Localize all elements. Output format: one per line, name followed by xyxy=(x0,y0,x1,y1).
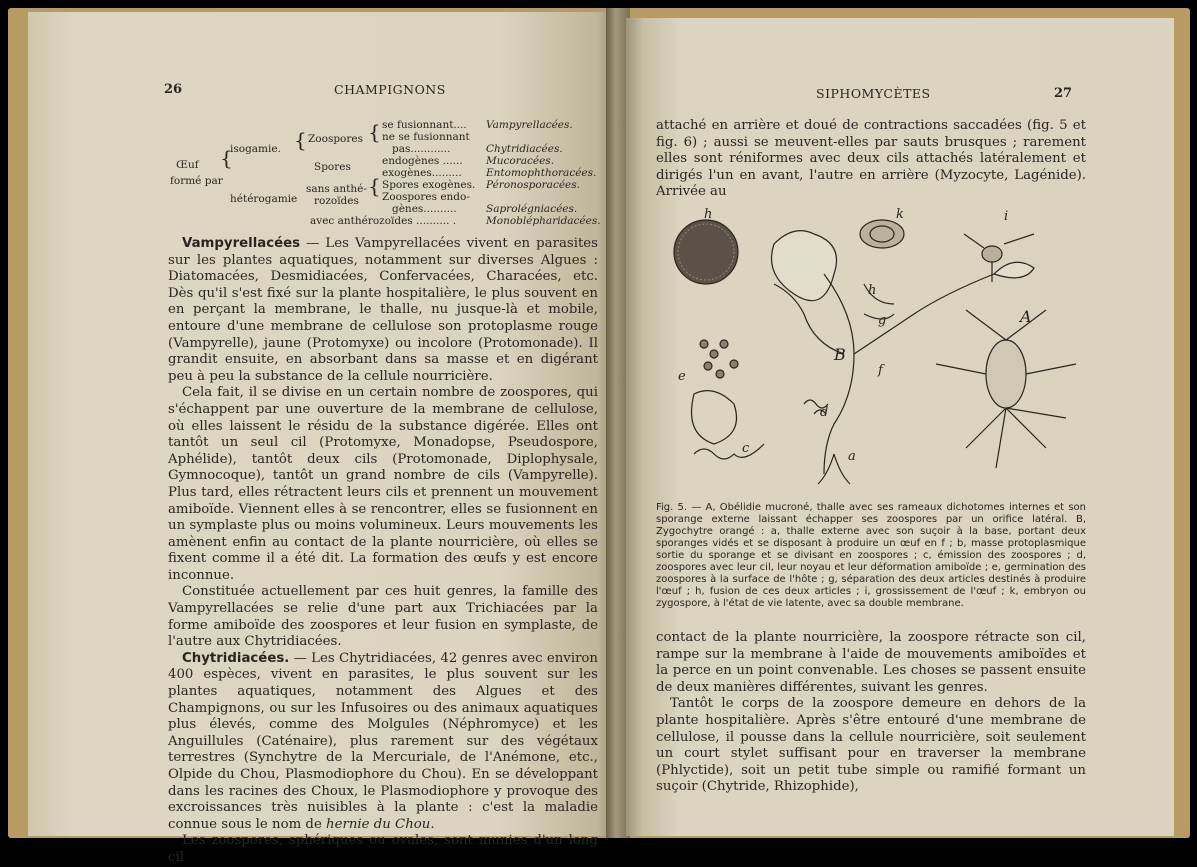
table-oeuf: Œuf xyxy=(176,159,199,171)
paragraph: Les zoospores, sphériques ou ovales, sont munies d'un long cil xyxy=(168,833,598,865)
brace-icon: { xyxy=(220,146,233,170)
table-spores: Spores xyxy=(314,161,351,173)
paragraph: Cela fait, il se divise en un certain nombre de zoospores, qui s'échappent par une ouverture de la membrane de cellulose, où elles laissent le résidu de la substance digérée. Elles ont tantôt un seul cil (Protomyxe, Monadopse, Pseudospore, Aphélide), tantôt deux cils (Protomonade, Diplophysale, Gymnocoque), tantôt un grand nombre de cils (Vampyrelle). Plus tard, elles rétractent leurs cils et prennent un mouvement amiboïde. Viennent elles à se rencontrer, elles se fusionnent en un symplaste plus ou moins volumineux. Leurs mouvements les amènent enfin au contact de la plante nourricière, où elles se fixent comme il a été dit. La formation des œufs y est encore inconnue. xyxy=(168,385,598,583)
table-row-label: Zoospores endo- xyxy=(382,191,470,203)
left-page xyxy=(28,12,616,865)
table-row-family: Monoblépharidacées. xyxy=(486,215,601,227)
figure-label-h-2: h xyxy=(868,283,877,298)
book-spread xyxy=(8,8,1190,865)
table-row-family: Vampyrellacées. xyxy=(486,119,573,131)
table-row-family: Péronosporacées. xyxy=(486,179,580,191)
table-rozoides: rozoïdes xyxy=(314,195,359,207)
table-row-family: Saprolégniacées. xyxy=(486,203,578,215)
figure-label-B: B xyxy=(834,345,846,364)
table-isogamie: isogamie. xyxy=(230,143,281,155)
figure-label-A: A xyxy=(1020,307,1032,326)
right-top-text xyxy=(656,118,1086,201)
figure-label-a: a xyxy=(848,449,856,464)
brace-icon: { xyxy=(294,128,307,152)
section-heading: Chytridiacées. xyxy=(182,650,290,666)
figure-label-d: d xyxy=(820,405,829,420)
right-body-text xyxy=(656,630,1086,796)
table-row-family: Mucoracées. xyxy=(486,155,555,167)
section-heading: Vampyrellacées xyxy=(182,236,301,251)
page-number: 27 xyxy=(1054,86,1073,101)
table-row-label: ne se fusionnant xyxy=(382,131,470,143)
figure-label-h: h xyxy=(704,207,713,222)
brace-icon: { xyxy=(368,174,381,198)
italic-term: hernie du Chou. xyxy=(326,816,435,832)
paragraph: Constituée actuellement par ces huit genres, la famille des Vampyrellacées se relie d'une part aux Trichiacées par la forme amiboïde des zoospores et leur fusion en symplaste, de l'autre aux Chytridiacées. xyxy=(168,584,598,650)
table-row-label: pas............ xyxy=(392,143,451,155)
table-forme-par: formé par xyxy=(170,175,223,187)
table-row-label: Spores exogènes. xyxy=(382,179,476,191)
figure-label-i: i xyxy=(1004,209,1009,224)
table-sans-anthe: sans anthé- xyxy=(306,183,367,195)
table-heterogamie: hétérogamie xyxy=(230,193,298,205)
left-body-text xyxy=(168,236,598,867)
table-zoospores: Zoospores xyxy=(308,133,363,145)
table-row-label: gènes.......... xyxy=(392,203,457,215)
table-row-family: Chytridiacées. xyxy=(486,143,563,155)
table-row-label: se fusionnant.... xyxy=(382,119,467,131)
page-number: 26 xyxy=(164,82,183,97)
figure-caption: Fig. 5. — A, Obélidie mucroné, thalle avec ses rameaux dichotomes internes et son sporange externe laissant échapper ses zoospores par un orifice latéral. B, Zygochytre orangé : a, thalle externe avec son suçoir à la base, portant deux sporanges vidés et se disposant à produire un œuf en f ; b, masse protoplasmique sortie du sporange et se divisant en zoospores ; c, émission des zoospores ; d, zoospores avec leur cil, leur noyau et leur déformation amiboïde ; e, germination des zoospores à la surface de l'hôte ; g, séparation des deux articles destinés à produire l'œuf ; h, fusion de ces deux articles ; i, grossissement de l'œuf ; k, embryon ou zygospore, à l'état de vie latente, avec sa double membrane. xyxy=(656,502,1086,609)
table-row-family: Entomophthoracées. xyxy=(486,167,597,179)
classification-table xyxy=(168,112,608,230)
paragraph: — Les Chytridiacées, 42 genres avec environ 400 espèces, vivent en parasites, le plus souvent sur les plantes aquatiques, notamment des Algues et des Champignons, ou sur les Infusoires ou des animaux aquatiques plus élevés, comme des Molgules (Néphromyce) et les Anguillules (Caténaire), plus rarement sur des végétaux terrestres (Synchytre de la Mercuriale, de l'Anémone, etc., Olpide du Chou, Plasmodiophore du Chou). En se développant dans les racines des Choux, le Plasmodiophore y provoque des excroissances très nuisibles à la plante : c'est la maladie connue sous le nom de xyxy=(168,650,598,832)
brace-icon: { xyxy=(368,120,381,144)
figure-label-k: k xyxy=(896,207,904,222)
running-head: SIPHOMYCÈTES xyxy=(816,86,931,101)
paragraph: attaché en arrière et doué de contractions saccadées (fig. 5 et fig. 6) ; aussi se meuvent-elles par sauts brusques ; rarement elles sont réniformes avec deux cils attachés latéralement et dirigés l'un en avant, l'autre en arrière (Myzocyte, Lagénide). Arrivée au xyxy=(656,118,1086,200)
figure-label-g: g xyxy=(878,313,887,328)
figure-5-illustration xyxy=(664,204,1084,496)
paragraph: Tantôt le corps de la zoospore demeure en dehors de la plante hospitalière. Après s'être entouré d'une membrane de cellulose, il pousse dans la cellule nourricière, soit seulement un court stylet suffisant pour en traverser la membrane (Phlyctide), soit un petit tube simple ou ramifié formant un suçoir (Chytride, Rhizophide), xyxy=(656,696,1086,795)
running-head: CHAMPIGNONS xyxy=(334,82,446,97)
table-row-label: avec anthérozoïdes .......... . xyxy=(310,215,457,227)
right-page xyxy=(626,18,1174,836)
table-row-label: endogènes ...... xyxy=(382,155,463,167)
paragraph: contact de la plante nourricière, la zoospore rétracte son cil, rampe sur la membrane à l'aide de mouvements amiboïdes et la perce en un point convenable. Les choses se passent ensuite de deux manières différentes, suivant les genres. xyxy=(656,630,1086,695)
figure-label-e: e xyxy=(678,369,686,384)
table-row-label: exogènes......... xyxy=(382,167,462,179)
figure-label-c: c xyxy=(742,441,750,456)
figure-label-f: f xyxy=(878,363,883,378)
paragraph: — Les Vampyrellacées vivent en parasites sur les plantes aquatiques, notamment sur diverses Algues : Diatomacées, Desmidiacées, Confervacées, Characées, etc. Dès qu'il s'est fixé sur la plante hospitalière, le plus souvent en en perçant la membrane, le thalle, nu jusque-là et mobile, entoure d'une membrane de cellulose son protoplasme rouge (Vampyrelle), jaune (Protomyxe) ou incolore (Protomonade). Il grandit ensuite, en absorbant dans sa masse et en digérant peu à peu la substance de la cellule nourricière. xyxy=(168,236,598,384)
